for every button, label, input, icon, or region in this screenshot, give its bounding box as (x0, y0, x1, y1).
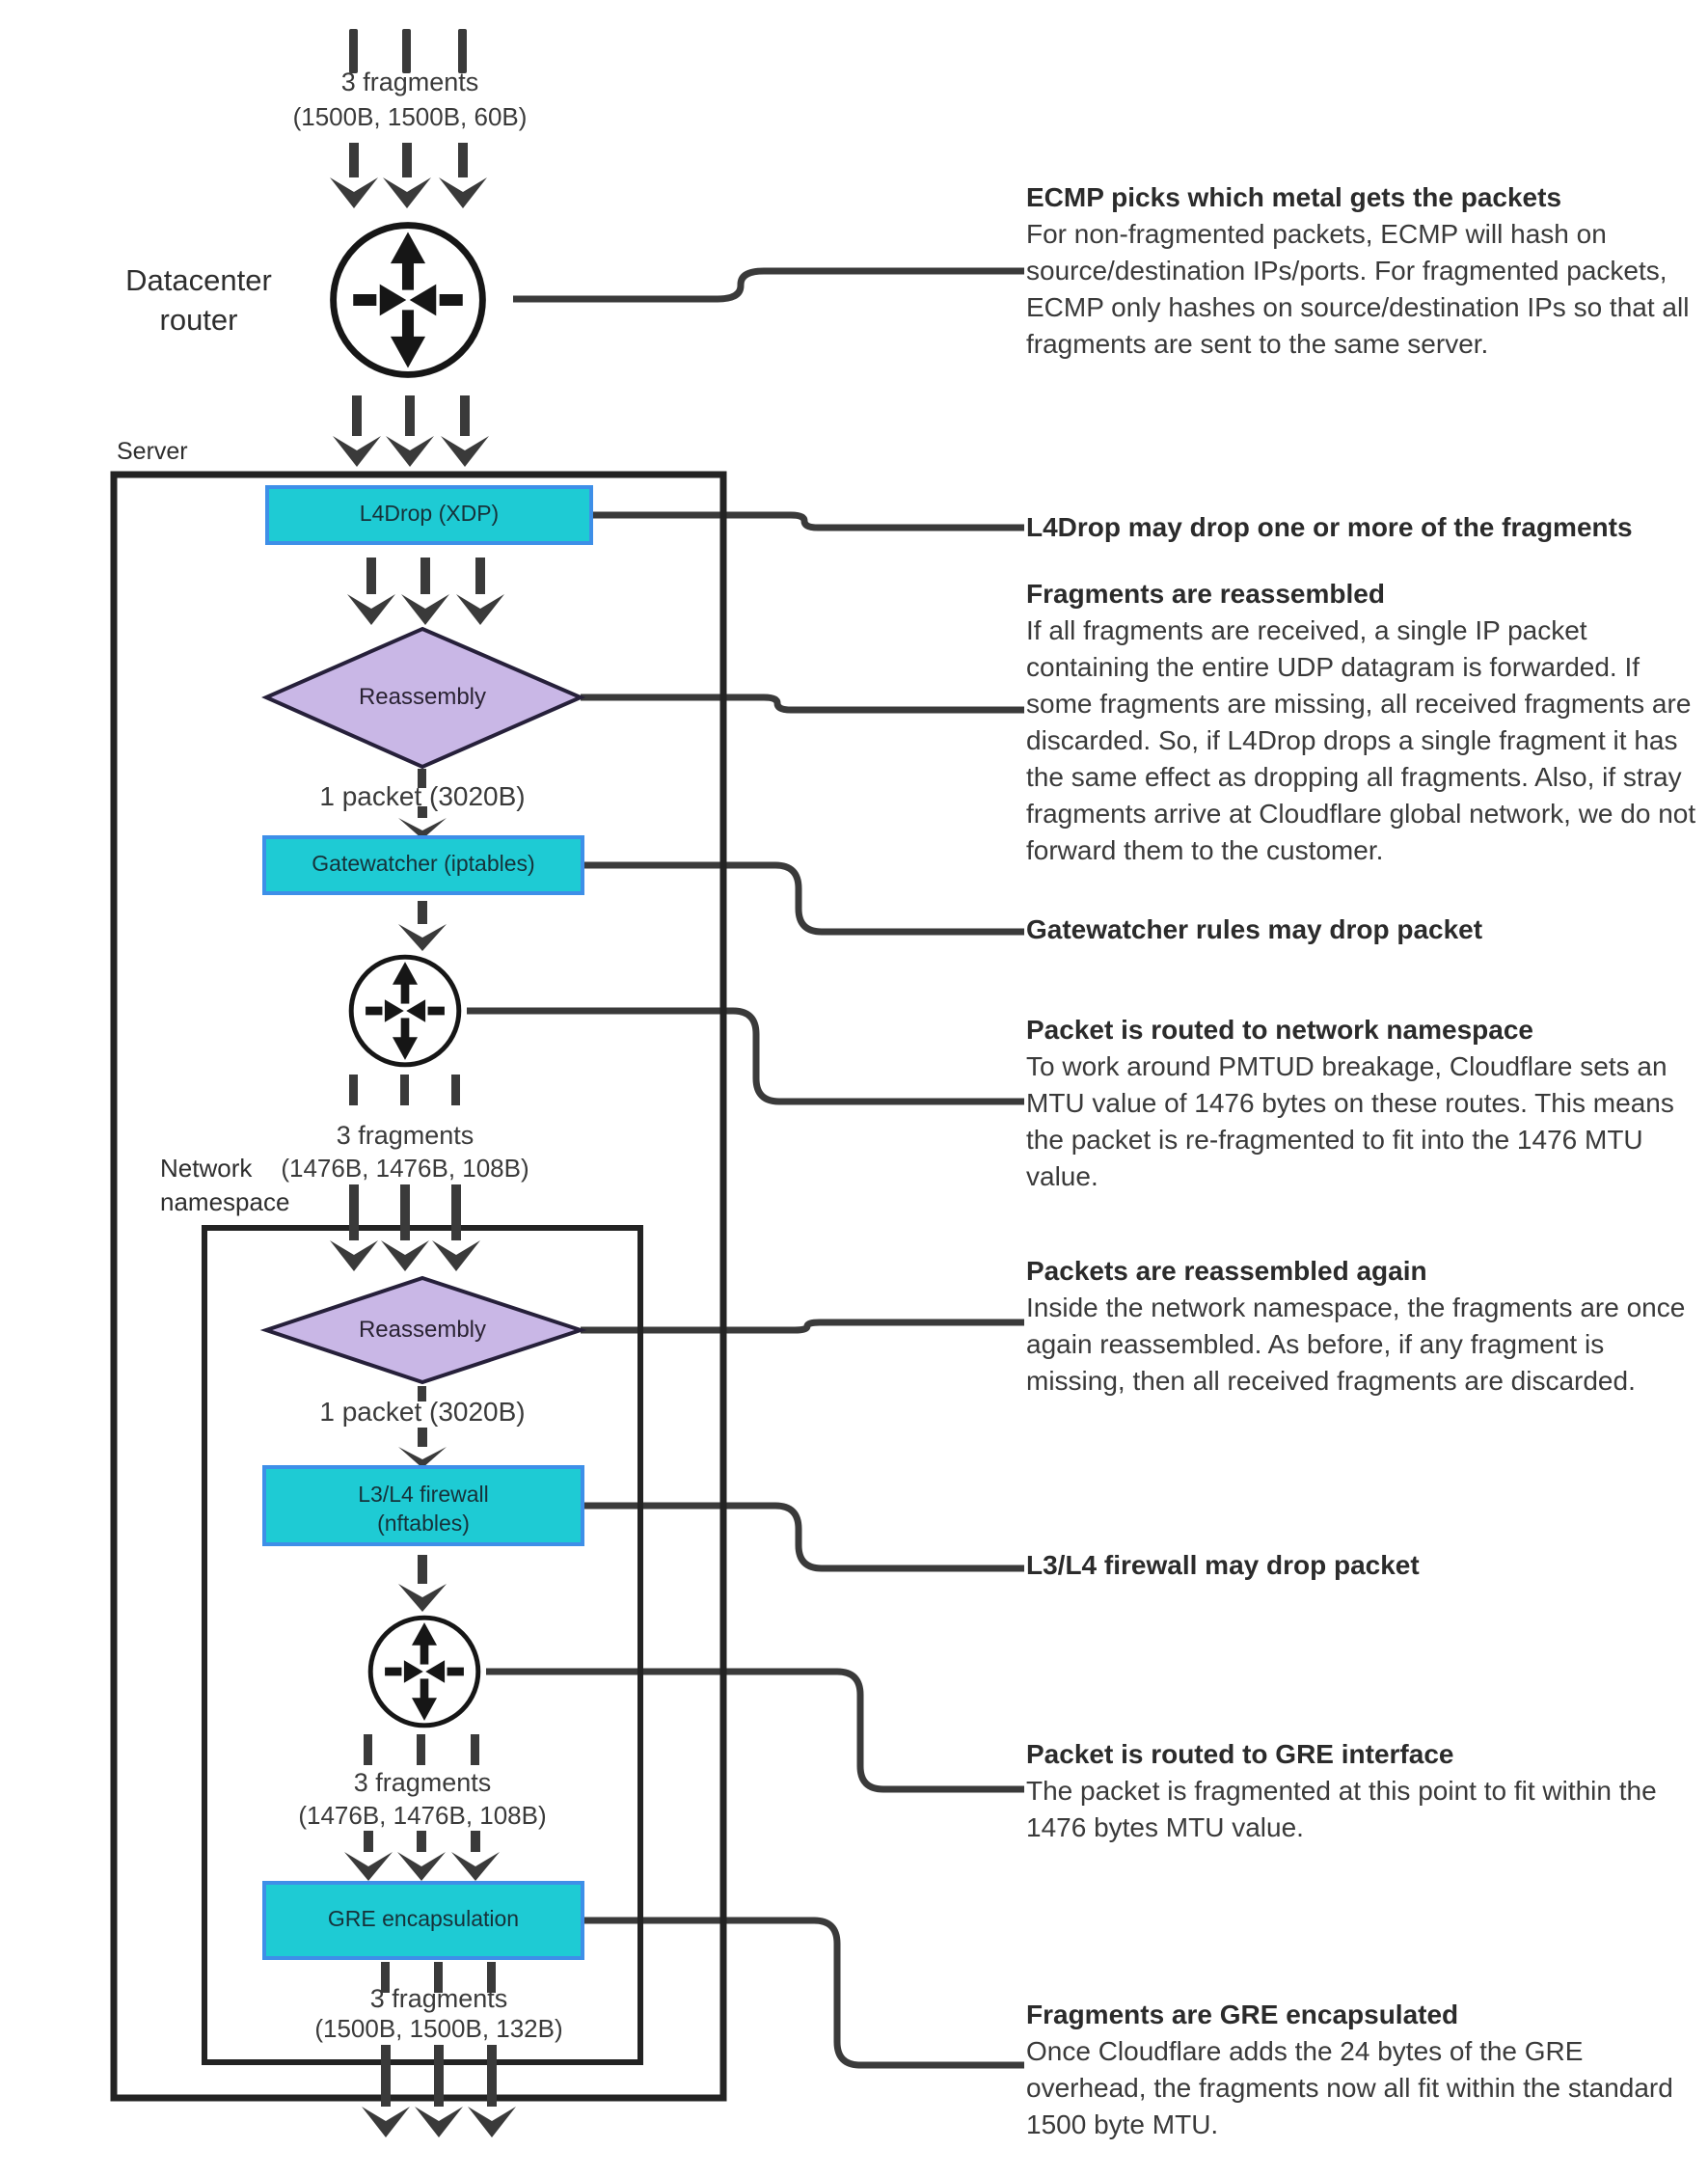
annotation-title: ECMP picks which metal gets the packets (1026, 182, 1562, 212)
annotation-body: To work around PMTUD breakage, Cloudflare sets an MTU value of 1476 bytes on these routes. This means the packet is re-fragmented to fit into the 1476 MTU value. (1026, 1051, 1674, 1191)
top-fragments-sizes: (1500B, 1500B, 60B) (292, 102, 528, 131)
gre-fragments-label: 3 fragments (353, 1768, 492, 1797)
datacenter-router-label: Datacenter router (125, 263, 272, 337)
gatewatcher-label: Gatewatcher (iptables) (312, 851, 535, 876)
router-icon (351, 957, 459, 1065)
annotation-title: Packet is routed to network namespace (1026, 1015, 1533, 1045)
packet1-label: 1 packet (3020B) (319, 781, 526, 811)
router-icon (370, 1618, 478, 1726)
annotation-title: Gatewatcher rules may drop packet (1026, 914, 1483, 944)
annotation-body: Once Cloudflare adds the 24 bytes of the GRE overhead, the fragments now all fit within the standard 1500 byte MTU. (1026, 2036, 1673, 2139)
reassembly1-label: Reassembly (358, 684, 487, 710)
connector-ecmp (513, 271, 1024, 299)
annotation-title: Packets are reassembled again (1026, 1256, 1427, 1286)
bottom-fragments-sizes: (1500B, 1500B, 132B) (314, 2014, 563, 2043)
annotation-ecmp (1026, 179, 1701, 363)
server-label: Server (117, 438, 188, 465)
connector-router2 (467, 1011, 1024, 1102)
firewall-label (264, 1480, 583, 1538)
connector-reassembly1 (581, 697, 1024, 710)
firewall-label-line2: (nftables) (377, 1510, 470, 1536)
annotation-title: L4Drop may drop one or more of the fragments (1026, 512, 1633, 542)
annotation-body: The packet is fragmented at this point to fit within the 1476 bytes MTU value. (1026, 1776, 1657, 1842)
annotation-title: Packet is routed to GRE interface (1026, 1739, 1454, 1769)
annotation-title: L3/L4 firewall may drop packet (1026, 1550, 1420, 1580)
annotation-body: If all fragments are received, a single IP packet containing the entire UDP datagram is forwarded. If some fragments are missing, all received fragments are discarded. So, if L4Drop drops a single fragment it has the same effect as dropping all fragments. Also, if stray fragments arrive at Cloudflare global network, we do not forward them to the customer. (1026, 615, 1696, 865)
firewall-label-line1: L3/L4 firewall (358, 1482, 489, 1507)
l4drop-label: L4Drop (XDP) (359, 501, 500, 526)
packet2-label: 1 packet (3020B) (319, 1397, 526, 1427)
annotation-reassembled (1026, 576, 1701, 869)
network-namespace-label: Network namespace (160, 1154, 290, 1216)
annotation-title: Fragments are reassembled (1026, 579, 1385, 609)
mid-fragments-sizes: (1476B, 1476B, 108B) (281, 1154, 529, 1183)
router-icon (334, 226, 483, 375)
top-fragments-label: 3 fragments (340, 68, 479, 96)
connector-firewall (582, 1506, 1024, 1568)
gre-fragments-sizes: (1476B, 1476B, 108B) (298, 1801, 547, 1830)
annotation-firewall (1026, 1547, 1701, 1584)
mid-fragments-label: 3 fragments (336, 1121, 474, 1150)
annotation-netns-route (1026, 1012, 1701, 1195)
annotation-gre-encap (1026, 1997, 1701, 2143)
connector-l4drop (591, 515, 1024, 528)
annotation-reassembled-again (1026, 1253, 1701, 1400)
annotation-gatewatcher (1026, 912, 1701, 948)
gre-label: GRE encapsulation (327, 1906, 520, 1931)
annotation-l4drop (1026, 509, 1701, 546)
annotation-body: Inside the network namespace, the fragments are once again reassembled. As before, if any fragment is missing, then all received fragments are discarded. (1026, 1293, 1686, 1396)
annotation-title: Fragments are GRE encapsulated (1026, 2000, 1459, 2029)
reassembly2-label: Reassembly (358, 1317, 487, 1343)
connector-reassembly2 (581, 1322, 1024, 1330)
connector-gre (582, 1920, 1024, 2065)
annotation-gre-route (1026, 1736, 1701, 1846)
annotation-body: For non-fragmented packets, ECMP will hash on source/destination IPs/ports. For fragmented packets, ECMP only hashes on source/destination IPs so that all fragments are sent to the same server. (1026, 219, 1690, 359)
bottom-fragments-label: 3 fragments (369, 1984, 508, 2013)
connector-gatewatcher (582, 865, 1024, 932)
